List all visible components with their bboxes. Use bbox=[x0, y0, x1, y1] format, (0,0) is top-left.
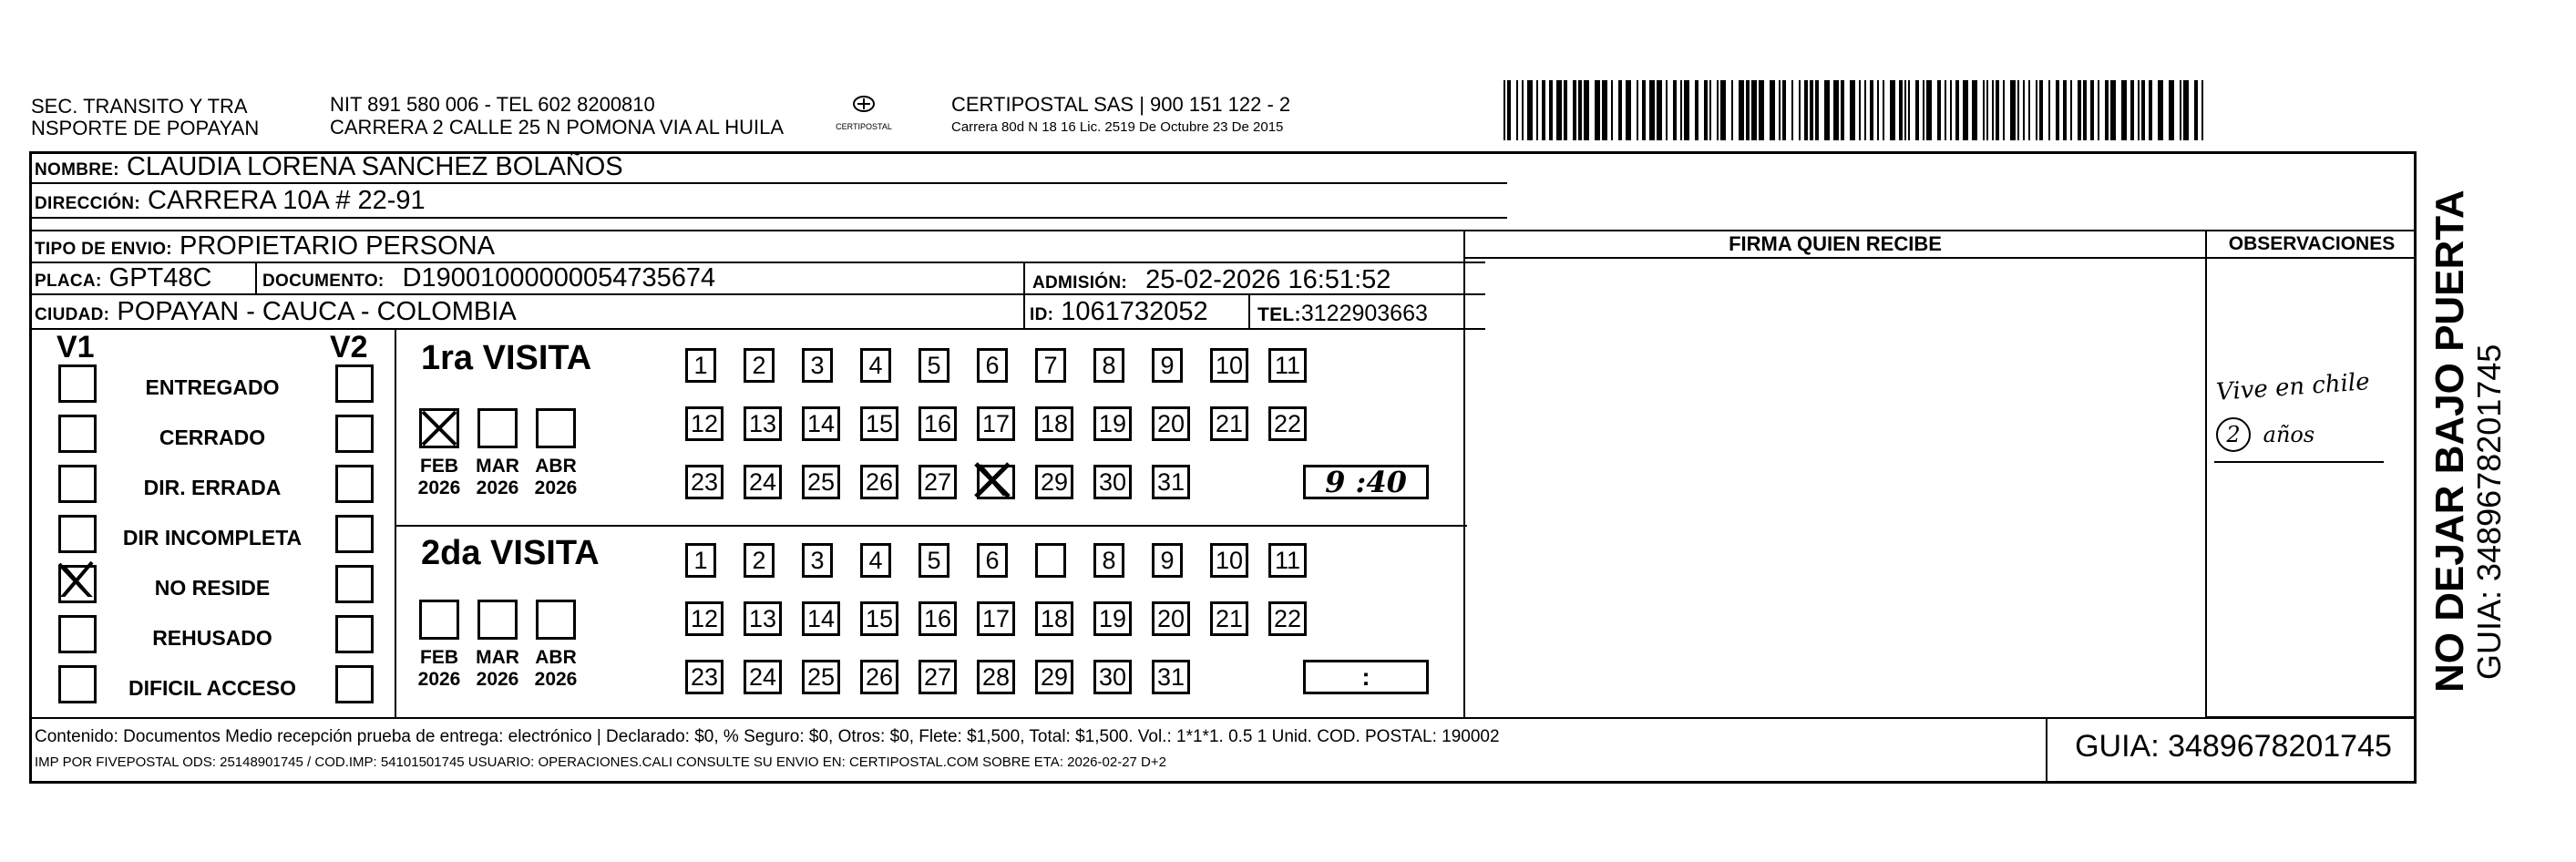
visit1-day-box[interactable]: 3 bbox=[802, 348, 833, 383]
barcode-bar bbox=[2201, 80, 2203, 140]
barcode-bar bbox=[1549, 80, 1553, 140]
visit1-month-label: FEB 2026 bbox=[417, 456, 461, 498]
barcode-bar bbox=[1986, 80, 1988, 140]
barcode-bar bbox=[1937, 80, 1941, 140]
admision-value: 25-02-2026 16:51:52 bbox=[1145, 265, 1391, 294]
barcode-bar bbox=[1859, 80, 1861, 140]
tipo-envio-row bbox=[35, 231, 495, 265]
visit2-day-box[interactable]: 22 bbox=[1268, 601, 1307, 636]
barcode-bar bbox=[1770, 80, 1775, 140]
barcode-bar bbox=[2023, 80, 2025, 140]
barcode-bar bbox=[1996, 80, 1999, 140]
direccion-value: CARRERA 10A # 22-91 bbox=[148, 186, 426, 215]
status-label: ENTREGADO bbox=[145, 375, 280, 399]
status-label: CERRADO bbox=[159, 426, 266, 449]
v1-checkbox[interactable] bbox=[58, 615, 97, 653]
visit1-day-box[interactable]: 31 bbox=[1152, 465, 1190, 499]
barcode-bar bbox=[1904, 80, 1906, 140]
visit2-day-box[interactable]: 10 bbox=[1210, 543, 1248, 578]
barcode-bar bbox=[2110, 80, 2116, 140]
barcode-bar bbox=[1890, 80, 1895, 140]
barcode-bar bbox=[2048, 80, 2050, 140]
placa-row bbox=[35, 262, 211, 297]
visit1-day-box[interactable]: 16 bbox=[919, 406, 957, 441]
visit2-day-box[interactable]: 2 bbox=[744, 543, 775, 578]
barcode-bar bbox=[1507, 80, 1511, 140]
status-label: DIR. ERRADA bbox=[143, 476, 282, 499]
barcode-bar bbox=[1626, 80, 1631, 140]
barcode-bar bbox=[1870, 80, 1873, 140]
placa-label: PLACA: bbox=[35, 272, 102, 291]
barcode-bar bbox=[2180, 80, 2181, 140]
barcode-bar bbox=[1542, 80, 1545, 140]
barcode bbox=[1504, 80, 2210, 140]
visit1-day-box[interactable]: 24 bbox=[744, 465, 782, 499]
barcode-bar bbox=[1556, 80, 1562, 140]
visit1-day-box[interactable]: 8 bbox=[1093, 348, 1124, 383]
visit2-day-box[interactable]: 25 bbox=[802, 660, 840, 694]
observation-line-2: 2 años bbox=[2216, 417, 2314, 452]
v2-checkbox[interactable] bbox=[335, 515, 374, 553]
documento-label: DOCUMENTO: bbox=[262, 272, 385, 291]
visit2-month-checkbox[interactable] bbox=[477, 600, 518, 640]
barcode-bar bbox=[1779, 80, 1781, 140]
barcode-bar bbox=[1945, 80, 1946, 140]
visit1-day-box[interactable]: 29 bbox=[1035, 465, 1073, 499]
barcode-bar bbox=[1717, 80, 1719, 140]
visit1-day-box[interactable]: 10 bbox=[1210, 348, 1248, 383]
nombre-row bbox=[35, 151, 623, 186]
visit2-day-box[interactable]: 8 bbox=[1093, 543, 1124, 578]
barcode-bar bbox=[1791, 80, 1793, 140]
barcode-bar bbox=[1578, 80, 1582, 140]
barcode-bar bbox=[2003, 80, 2005, 140]
certipostal-logo bbox=[832, 91, 896, 135]
ciudad-row bbox=[35, 296, 517, 331]
visit1-month-checkbox[interactable] bbox=[419, 408, 459, 448]
sender-line-2: NSPORTE DE POPAYAN bbox=[31, 117, 260, 139]
visit1-day-box[interactable]: 26 bbox=[860, 465, 898, 499]
visit1-time-box[interactable]: 9 :40 bbox=[1303, 465, 1429, 499]
v1-label: V1 bbox=[56, 330, 95, 364]
barcode-bar bbox=[2183, 80, 2189, 140]
barcode-bar bbox=[2158, 80, 2163, 140]
documento-row bbox=[262, 262, 715, 297]
barcode-bar bbox=[1602, 80, 1607, 140]
nombre-label: NOMBRE: bbox=[35, 160, 119, 180]
barcode-bar bbox=[2056, 80, 2059, 140]
v1-checkbox[interactable] bbox=[58, 515, 97, 553]
barcode-bar bbox=[2090, 80, 2094, 140]
barcode-bar bbox=[1824, 80, 1830, 140]
status-label: DIFICIL ACCESO bbox=[128, 676, 296, 700]
v2-label: V2 bbox=[330, 330, 368, 364]
barcode-bar bbox=[1950, 80, 1952, 140]
visit1-day-box[interactable]: 30 bbox=[1093, 465, 1132, 499]
v1-checkbox[interactable] bbox=[58, 665, 97, 703]
visit1-day-box[interactable]: 9 bbox=[1152, 348, 1183, 383]
barcode-bar bbox=[1963, 80, 1968, 140]
visit2-day-box[interactable]: 3 bbox=[802, 543, 833, 578]
barcode-bar bbox=[2098, 80, 2099, 140]
visit2-month-label: MAR 2026 bbox=[476, 647, 519, 690]
visit1-day-box[interactable]: 5 bbox=[919, 348, 949, 383]
barcode-bar bbox=[1695, 80, 1699, 140]
company-address: Carrera 80d N 18 16 Lic. 2519 De Octubre 23 De 2015 bbox=[951, 119, 1284, 135]
barcode-bar bbox=[1536, 80, 1538, 140]
visit2-day-box[interactable]: 28 bbox=[977, 660, 1015, 694]
visit1-month-checkbox[interactable] bbox=[477, 408, 518, 448]
barcode-bar bbox=[1992, 80, 1994, 140]
visit2-day-box[interactable]: 16 bbox=[919, 601, 957, 636]
visit2-time-box[interactable]: : bbox=[1303, 660, 1429, 694]
observaciones-header: OBSERVACIONES bbox=[2228, 233, 2396, 254]
nit-line: NIT 891 580 006 - TEL 602 8200810 bbox=[330, 93, 655, 116]
barcode-bar bbox=[2039, 80, 2043, 140]
barcode-bar bbox=[1899, 80, 1903, 140]
barcode-bar bbox=[1739, 80, 1744, 140]
visit2-day-box[interactable]: 15 bbox=[860, 601, 898, 636]
barcode-bar bbox=[1595, 80, 1600, 140]
visit2-day-box[interactable]: 21 bbox=[1210, 601, 1248, 636]
visit1-month-label: MAR 2026 bbox=[476, 456, 519, 498]
barcode-bar bbox=[1573, 80, 1576, 140]
status-label: DIR INCOMPLETA bbox=[122, 526, 303, 549]
barcode-bar bbox=[1926, 80, 1932, 140]
barcode-bar bbox=[1637, 80, 1638, 140]
v2-checkbox[interactable] bbox=[335, 565, 374, 603]
visit2-day-box[interactable]: 11 bbox=[1268, 543, 1307, 578]
barcode-bar bbox=[1815, 80, 1819, 140]
visit1-day-box[interactable] bbox=[977, 465, 1015, 499]
barcode-bar bbox=[1657, 80, 1662, 140]
v2-checkbox[interactable] bbox=[335, 364, 374, 403]
visit2-month-checkbox[interactable] bbox=[419, 600, 459, 640]
visit1-day-box[interactable]: 23 bbox=[685, 465, 724, 499]
barcode-bar bbox=[2010, 80, 2016, 140]
v2-checkbox[interactable] bbox=[335, 615, 374, 653]
visit2-day-box[interactable]: 9 bbox=[1152, 543, 1183, 578]
sender-address: CARRERA 2 CALLE 25 N POMONA VIA AL HUILA bbox=[330, 116, 785, 139]
barcode-bar bbox=[1841, 80, 1844, 140]
barcode-bar bbox=[2017, 80, 2019, 140]
barcode-bar bbox=[1720, 80, 1726, 140]
id-label: ID: bbox=[1030, 305, 1054, 324]
barcode-bar bbox=[1864, 80, 1866, 140]
tel-value: 3122903663 bbox=[1300, 301, 1428, 326]
barcode-bar bbox=[1799, 80, 1801, 140]
barcode-bar bbox=[1908, 80, 1910, 140]
visit2-day-box[interactable]: 1 bbox=[685, 543, 716, 578]
firma-header: FIRMA QUIEN RECIBE bbox=[1729, 232, 1942, 255]
barcode-bar bbox=[1673, 80, 1677, 140]
admision-row bbox=[1032, 264, 1391, 299]
visit1-day-box[interactable]: 19 bbox=[1093, 406, 1132, 441]
barcode-bar bbox=[1649, 80, 1655, 140]
id-value: 1061732052 bbox=[1061, 297, 1208, 326]
visit2-day-box[interactable]: 4 bbox=[860, 543, 891, 578]
visit2-day-box[interactable]: 26 bbox=[860, 660, 898, 694]
visit1-day-box[interactable]: 25 bbox=[802, 465, 840, 499]
footer-imp: IMP POR FIVEPOSTAL ODS: 25148901745 / COD.IMP: 54101501745 USUARIO: OPERACIONES.CALI CONSULTE SU ENVIO EN: CERTIPOSTAL.COM SOBRE ETA: 2026-02-27 D+2 bbox=[35, 754, 1166, 770]
visit2-month-checkbox[interactable] bbox=[536, 600, 576, 640]
visit1-title: 1ra VISITA bbox=[421, 339, 592, 377]
barcode-bar bbox=[1972, 80, 1977, 140]
footer-contenido: Contenido: Documentos Medio recepción prueba de entrega: electrónico | Declarado: $0, % Seguro: $0, Otros: $0, Flete: $1,500, Total: $1,500. Vol.: 1*1*1. 0.5 1 Unid. COD. POSTAL: 190002 bbox=[35, 727, 1500, 746]
barcode-bar bbox=[1782, 80, 1786, 140]
barcode-bar bbox=[1642, 80, 1646, 140]
visit2-day-box[interactable] bbox=[1035, 543, 1066, 578]
barcode-bar bbox=[1618, 80, 1622, 140]
side-text bbox=[2429, 190, 2508, 693]
id-row bbox=[1030, 296, 1208, 331]
observation-line-1: Vive en chile bbox=[2215, 368, 2371, 406]
barcode-bar bbox=[1731, 80, 1733, 140]
barcode-bar bbox=[2194, 80, 2198, 140]
barcode-bar bbox=[2121, 80, 2127, 140]
visit2-day-box[interactable]: 5 bbox=[919, 543, 949, 578]
visit2-day-box[interactable]: 20 bbox=[1152, 601, 1190, 636]
barcode-bar bbox=[1804, 80, 1808, 140]
visit1-day-box[interactable]: 12 bbox=[685, 406, 724, 441]
visit1-day-box[interactable]: 6 bbox=[977, 348, 1008, 383]
barcode-bar bbox=[1527, 80, 1533, 140]
visit1-day-box[interactable]: 14 bbox=[802, 406, 840, 441]
barcode-bar bbox=[1751, 80, 1757, 140]
visit1-day-box[interactable]: 22 bbox=[1268, 406, 1307, 441]
tipo-envio-value: PROPIETARIO PERSONA bbox=[180, 231, 495, 261]
barcode-bar bbox=[1684, 80, 1689, 140]
admision-label: ADMISIÓN: bbox=[1032, 273, 1128, 292]
visit1-day-box[interactable]: 1 bbox=[685, 348, 716, 383]
barcode-bar bbox=[1516, 80, 1518, 140]
ciudad-label: CIUDAD: bbox=[35, 305, 110, 324]
barcode-bar bbox=[1584, 80, 1589, 140]
visit2-day-box[interactable]: 6 bbox=[977, 543, 1008, 578]
v2-checkbox[interactable] bbox=[335, 415, 374, 453]
barcode-bar bbox=[1666, 80, 1668, 140]
tipo-envio-label: TIPO DE ENVIO: bbox=[35, 240, 172, 259]
placa-value: GPT48C bbox=[108, 263, 212, 292]
v2-checkbox[interactable] bbox=[335, 465, 374, 503]
barcode-bar bbox=[2141, 80, 2145, 140]
tel-row bbox=[1257, 301, 1428, 327]
barcode-bar bbox=[1759, 80, 1764, 140]
barcode-bar bbox=[1522, 80, 1524, 140]
barcode-bar bbox=[1746, 80, 1750, 140]
barcode-bar bbox=[1915, 80, 1919, 140]
documento-value: D19001000000054735674 bbox=[402, 263, 716, 292]
visit2-day-box[interactable]: 31 bbox=[1152, 660, 1190, 694]
v1-checkbox[interactable] bbox=[58, 465, 97, 503]
svg-text:CERTIPOSTAL: CERTIPOSTAL bbox=[836, 122, 892, 131]
barcode-bar bbox=[1850, 80, 1855, 140]
v1-checkbox[interactable] bbox=[58, 415, 97, 453]
tel-label: TEL: bbox=[1257, 304, 1301, 325]
status-label: REHUSADO bbox=[152, 626, 272, 650]
barcode-bar bbox=[1923, 80, 1924, 140]
barcode-bar bbox=[2028, 80, 2030, 140]
visit1-day-box[interactable]: 7 bbox=[1035, 348, 1066, 383]
barcode-bar bbox=[1564, 80, 1567, 140]
visit1-day-box[interactable]: 2 bbox=[744, 348, 775, 383]
visit2-day-box[interactable]: 30 bbox=[1093, 660, 1132, 694]
visit2-day-box[interactable]: 23 bbox=[685, 660, 724, 694]
barcode-bar bbox=[2063, 80, 2067, 140]
visit2-title: 2da VISITA bbox=[421, 534, 600, 572]
visit2-day-box[interactable]: 29 bbox=[1035, 660, 1073, 694]
barcode-bar bbox=[2138, 80, 2140, 140]
barcode-bar bbox=[1883, 80, 1884, 140]
visit2-day-box[interactable]: 17 bbox=[977, 601, 1015, 636]
barcode-bar bbox=[1983, 80, 1985, 140]
visit1-day-box[interactable]: 18 bbox=[1035, 406, 1073, 441]
barcode-bar bbox=[2083, 80, 2087, 140]
visit2-day-box[interactable]: 27 bbox=[919, 660, 957, 694]
barcode-bar bbox=[1504, 80, 1505, 140]
v2-checkbox[interactable] bbox=[335, 665, 374, 703]
barcode-bar bbox=[2036, 80, 2037, 140]
company-line: CERTIPOSTAL SAS | 900 151 122 - 2 bbox=[951, 93, 1291, 116]
footer-guia: GUIA: 3489678201745 bbox=[2075, 729, 2392, 764]
barcode-bar bbox=[2105, 80, 2109, 140]
sender-line-1: SEC. TRANSITO Y TRA bbox=[31, 95, 248, 118]
visit1-day-box[interactable]: 4 bbox=[860, 348, 891, 383]
barcode-bar bbox=[2130, 80, 2134, 140]
visit2-day-box[interactable]: 18 bbox=[1035, 601, 1073, 636]
status-label: NO RESIDE bbox=[154, 576, 271, 600]
barcode-bar bbox=[1955, 80, 1959, 140]
visit2-day-box[interactable]: 24 bbox=[744, 660, 782, 694]
ciudad-value: POPAYAN - CAUCA - COLOMBIA bbox=[117, 297, 517, 326]
visit2-month-label: ABR 2026 bbox=[534, 647, 578, 690]
visit2-day-box[interactable]: 12 bbox=[685, 601, 724, 636]
visit1-day-box[interactable]: 21 bbox=[1210, 406, 1248, 441]
barcode-bar bbox=[1704, 80, 1708, 140]
direccion-label: DIRECCIÓN: bbox=[35, 194, 140, 213]
visit1-day-box[interactable]: 20 bbox=[1152, 406, 1190, 441]
v1-checkbox[interactable] bbox=[58, 565, 97, 603]
no-dejar-bajo-puerta: NO DEJAR BAJO PUERTA bbox=[2427, 190, 2472, 693]
direccion-row bbox=[35, 185, 426, 220]
nombre-value: CLAUDIA LORENA SANCHEZ BOLAÑOS bbox=[126, 152, 623, 181]
barcode-bar bbox=[2070, 80, 2072, 140]
v1-checkbox[interactable] bbox=[58, 364, 97, 403]
visit1-day-box[interactable]: 17 bbox=[977, 406, 1015, 441]
visit1-day-box[interactable]: 11 bbox=[1268, 348, 1307, 383]
visit1-month-label: ABR 2026 bbox=[534, 456, 578, 498]
visit1-day-box[interactable]: 13 bbox=[744, 406, 782, 441]
visit2-day-box[interactable]: 14 bbox=[802, 601, 840, 636]
barcode-bar bbox=[2149, 80, 2152, 140]
visit1-day-box[interactable]: 15 bbox=[860, 406, 898, 441]
side-guia: GUIA: 3489678201745 bbox=[2470, 344, 2508, 680]
visit1-day-box[interactable]: 27 bbox=[919, 465, 957, 499]
barcode-bar bbox=[1709, 80, 1711, 140]
visit2-month-label: FEB 2026 bbox=[417, 647, 461, 690]
barcode-bar bbox=[1877, 80, 1879, 140]
barcode-bar bbox=[1833, 80, 1839, 140]
visit2-day-box[interactable]: 19 bbox=[1093, 601, 1132, 636]
barcode-bar bbox=[1611, 80, 1613, 140]
visit1-month-checkbox[interactable] bbox=[536, 408, 576, 448]
barcode-bar bbox=[1810, 80, 1813, 140]
barcode-bar bbox=[1680, 80, 1682, 140]
barcode-bar bbox=[2169, 80, 2174, 140]
barcode-bar bbox=[2078, 80, 2081, 140]
visit2-day-box[interactable]: 13 bbox=[744, 601, 782, 636]
